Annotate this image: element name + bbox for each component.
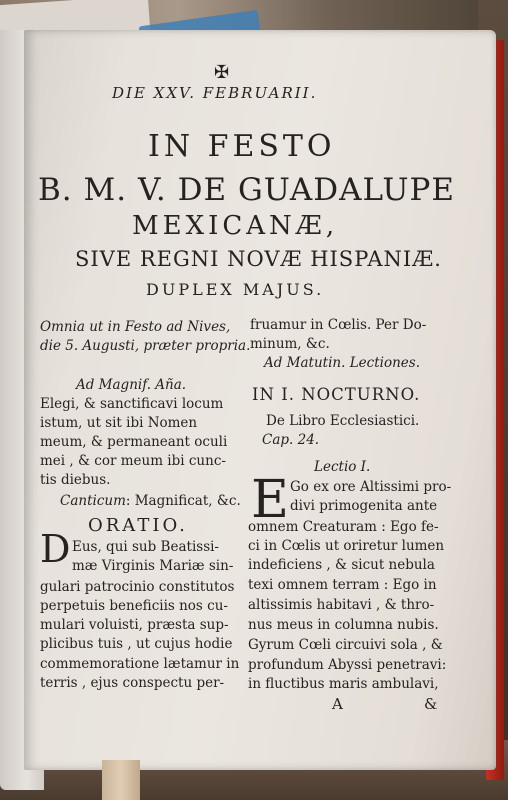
antiphon-line: tis diebus. xyxy=(40,472,111,488)
ad-matutin-label: Ad Matutin. Lectiones. xyxy=(264,355,420,371)
rubric-line: die 5. Augusti, præter propria. xyxy=(40,338,251,354)
oratio-line: Eus, qui sub Beatissi- xyxy=(72,539,219,555)
rubric-line: Omnia ut in Festo ad Nives, xyxy=(40,319,231,335)
lectio-line: divi primogenita ante xyxy=(290,498,438,514)
title-line-4: SIVE REGNI NOVÆ HISPANIÆ. xyxy=(75,247,442,271)
lectio-label: Lectio I. xyxy=(314,459,371,475)
nocturno-heading: IN I. NOCTURNO. xyxy=(252,385,421,404)
lectio-line: nus meus in columna nubis. xyxy=(248,617,439,633)
oratio-heading: ORATIO. xyxy=(88,515,188,536)
antiphon-line: meum, & permaneant oculi xyxy=(40,434,228,450)
conclusion-line: minum, &c. xyxy=(250,336,330,352)
antiphon-line: istum, ut sit ibi Nomen xyxy=(40,415,198,431)
lectio-dropcap: E xyxy=(251,470,289,530)
chapter-line: Cap. 24. xyxy=(262,432,320,448)
oratio-line: mulari voluisti, præsta sup- xyxy=(40,617,229,633)
canticum-label: Canticum xyxy=(60,493,126,509)
title-line-1: IN FESTO xyxy=(148,129,336,164)
oratio-line: perpetuis beneficiis nos cu- xyxy=(40,598,228,614)
lectio-line: altissimis habitavi , & thro- xyxy=(248,597,435,613)
signature-mark: A xyxy=(332,695,343,713)
bookmark-ribbon xyxy=(102,760,140,800)
conclusion-line: fruamur in Cœlis. Per Do- xyxy=(250,317,427,333)
lectio-line: ci in Cœlis ut oriretur lumen xyxy=(248,538,445,554)
catchword: & xyxy=(424,695,438,713)
lectio-line: texi omnem terram : Ego in xyxy=(248,577,437,593)
title-line-3: MEXICANÆ, xyxy=(132,211,339,241)
oratio-line: terris , ejus conspectu per- xyxy=(40,675,225,691)
lectio-line: Gyrum Cœli circuivi sola , & xyxy=(248,637,443,653)
oratio-line: gulari patrocinio constitutos xyxy=(40,579,235,595)
antiphon-line: mei , & cor meum ibi cunc- xyxy=(40,453,226,469)
lectio-line: omnem Creaturam : Ego fe- xyxy=(248,519,439,535)
rite-line: DUPLEX MAJUS. xyxy=(146,280,325,299)
lectio-line: indeficiens , & sicut nebula xyxy=(248,557,435,573)
lectio-line: in fluctibus maris ambulavi, xyxy=(248,676,439,692)
oratio-line: mæ Virginis Mariæ sin- xyxy=(72,558,234,574)
date-line: DIE XXV. FEBRUARII. xyxy=(112,84,318,102)
oratio-line: plicibus tuis , ut cujus hodie xyxy=(40,636,233,652)
oratio-dropcap: D xyxy=(40,527,71,571)
oratio-line: commemoratione lætamur in xyxy=(40,656,240,672)
lectio-line: profundum Abyssi penetravi: xyxy=(248,657,447,673)
lectio-line: Go ex ore Altissimi pro- xyxy=(290,479,452,495)
title-line-2: B. M. V. DE GUADALUPE xyxy=(38,172,456,208)
canticum-text: : Magnificat, &c. xyxy=(125,493,241,509)
antiphon-line: Elegi, & sanctificavi locum xyxy=(40,396,224,412)
ad-magnif-label: Ad Magnif. Aña. xyxy=(76,377,187,393)
source-line: De Libro Ecclesiastici. xyxy=(266,413,420,429)
cross-icon: ✠ xyxy=(214,62,230,83)
